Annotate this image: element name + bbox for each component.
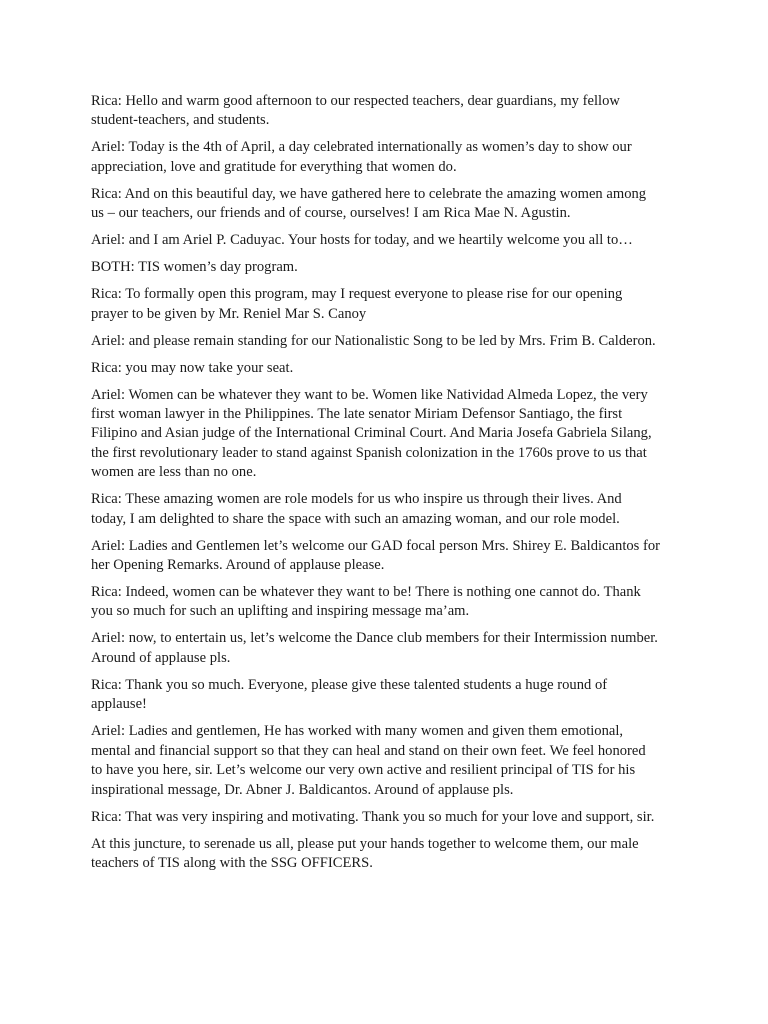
script-line: her Opening Remarks. Around of applause please. bbox=[91, 557, 385, 574]
script-paragraph bbox=[91, 386, 678, 483]
script-paragraph bbox=[91, 629, 678, 668]
script-paragraph bbox=[91, 808, 678, 827]
script-line: BOTH: TIS women’s day program. bbox=[91, 259, 298, 276]
script-paragraph bbox=[91, 92, 678, 131]
script-paragraph bbox=[91, 359, 678, 378]
script-paragraph bbox=[91, 258, 678, 277]
script-paragraph bbox=[91, 332, 678, 351]
script-line: mental and financial support so that they can heal and stand on their own feet. We feel honored bbox=[91, 742, 646, 759]
script-line: today, I am delighted to share the space with such an amazing woman, and our role model. bbox=[91, 510, 620, 527]
script-line: Rica: That was very inspiring and motivating. Thank you so much for your love and support, sir. bbox=[91, 808, 655, 825]
script-line: Rica: Hello and warm good afternoon to our respected teachers, dear guardians, my fellow bbox=[91, 93, 620, 109]
script-line: first woman lawyer in the Philippines. The late senator Miriam Defensor Santiago, the first bbox=[91, 406, 623, 423]
script-line: Rica: Indeed, women can be whatever they want to be! There is nothing one cannot do. Thank bbox=[91, 584, 641, 601]
script-line: student-teachers, and students. bbox=[91, 112, 270, 129]
script-line: teachers of TIS along with the SSG OFFICERS. bbox=[91, 854, 373, 871]
script-line: us – our teachers, our friends and of course, ourselves! I am Rica Mae N. Agustin. bbox=[91, 205, 571, 222]
script-line: Ariel: Ladies and Gentlemen let’s welcome our GAD focal person Mrs. Shirey E. Baldicantos for bbox=[91, 537, 661, 554]
script-paragraph bbox=[91, 490, 678, 529]
script-paragraph bbox=[91, 583, 678, 622]
script-line: to have you here, sir. Let’s welcome our very own active and resilient principal of TIS for his bbox=[91, 762, 636, 779]
script-line: Ariel: now, to entertain us, let’s welcome the Dance club members for their Intermission number. bbox=[91, 630, 658, 647]
script-line: Filipino and Asian judge of the International Criminal Court. And Maria Josefa Gabriela Silang, bbox=[91, 425, 652, 442]
script-line: Rica: you may now take your seat. bbox=[91, 359, 294, 376]
script-line: Rica: These amazing women are role models for us who inspire us through their lives. And bbox=[91, 491, 622, 508]
script-line: women are less than no one. bbox=[91, 464, 257, 481]
script-line: the first revolutionary leader to stand against Spanish colonization in the 1760s prove to us that bbox=[91, 444, 647, 461]
script-line: applause! bbox=[91, 696, 147, 713]
script-line: Rica: Thank you so much. Everyone, please give these talented students a huge round of bbox=[91, 676, 608, 693]
script-line: appreciation, love and gratitude for everything that women do. bbox=[91, 158, 457, 175]
script-line: Rica: And on this beautiful day, we have gathered here to celebrate the amazing women among bbox=[91, 185, 647, 202]
script-line: Ariel: and I am Ariel P. Caduyac. Your hosts for today, and we heartily welcome you all to… bbox=[91, 232, 633, 249]
script-line: At this juncture, to serenade us all, please put your hands together to welcome them, our male bbox=[91, 835, 639, 852]
script-paragraph bbox=[91, 231, 678, 250]
script-paragraph bbox=[91, 285, 678, 324]
script-line: Ariel: Women can be whatever they want to be. Women like Natividad Almeda Lopez, the very bbox=[91, 386, 648, 403]
script-line: prayer to be given by Mr. Reniel Mar S. Canoy bbox=[91, 305, 367, 322]
script-line: Rica: To formally open this program, may I request everyone to please rise for our opening bbox=[91, 286, 623, 303]
script-line: Ariel: Ladies and gentlemen, He has worked with many women and given them emotional, bbox=[91, 723, 624, 740]
script-paragraph bbox=[91, 835, 678, 874]
script-paragraph bbox=[91, 537, 678, 576]
script-line: Ariel: and please remain standing for our Nationalistic Song to be led by Mrs. Frim B. Calderon. bbox=[91, 332, 656, 349]
script-line: Ariel: Today is the 4th of April, a day celebrated internationally as women’s day to show our bbox=[91, 139, 632, 156]
script-line: you so much for such an uplifting and inspiring message ma’am. bbox=[91, 603, 470, 620]
script-line: inspirational message, Dr. Abner J. Baldicantos. Around of applause pls. bbox=[91, 781, 514, 798]
script-paragraph bbox=[91, 185, 678, 224]
script-line: Around of applause pls. bbox=[91, 649, 231, 666]
script-paragraph bbox=[91, 676, 678, 715]
script-paragraph bbox=[91, 138, 678, 177]
script-paragraph bbox=[91, 722, 678, 800]
